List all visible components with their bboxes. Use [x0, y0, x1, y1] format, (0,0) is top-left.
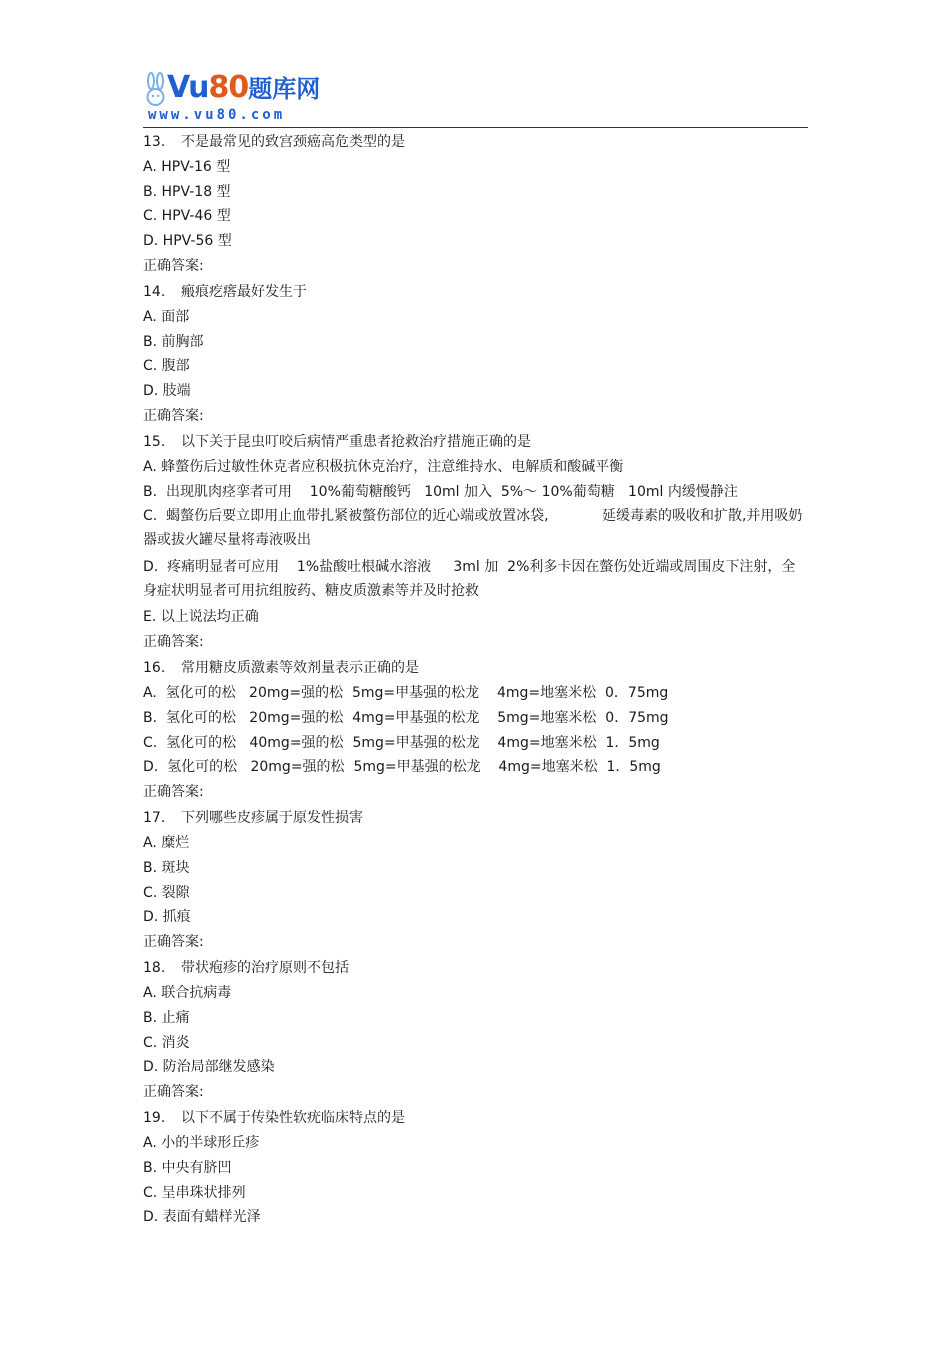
question-list [143, 130, 808, 1230]
option-a: A. 小的半球形丘疹 [143, 1134, 260, 1151]
question-17 [143, 806, 808, 956]
option-a: A. 面部 [143, 308, 190, 325]
question-stem: 14. 瘢痕疙瘩最好发生于 [143, 283, 307, 300]
option-d: D. HPV-56 型 [143, 233, 232, 250]
option-d: D. 肢端 [143, 383, 191, 400]
option-b: B. 斑块 [143, 859, 190, 876]
question-stem: 13. 不是最常见的致宫颈癌高危类型的是 [143, 134, 405, 150]
option-d: D. 抓痕 [143, 909, 191, 926]
question-19 [143, 1106, 808, 1230]
option-b: B. 出现肌肉痉挛者可用 10%葡萄糖酸钙 10ml 加入 5%～ 10%葡萄糖 10ml 内缓慢静注 [143, 483, 738, 500]
answer-label: 正确答案: [143, 1084, 204, 1101]
logo-url: www.vu80.com [148, 107, 286, 123]
question-18 [143, 956, 808, 1106]
question-stem: 18. 带状疱疹的治疗原则不包括 [143, 960, 349, 977]
option-c: C. 氢化可的松 40mg=强的松 5mg=甲基强的松龙 4mg=地塞米松 1．5mg [143, 734, 660, 751]
option-b: B. 止痛 [143, 1009, 190, 1026]
vu80-logo [143, 66, 343, 126]
option-b: B. HPV-18 型 [143, 183, 231, 200]
answer-label: 正确答案: [143, 407, 204, 424]
question-13 [143, 130, 808, 280]
option-b: B. 前胸部 [143, 333, 204, 350]
option-d: D. 疼痛明显者可应用 1%盐酸吐根碱水溶液 3ml 加 2%利多卡因在螫伤处近端或周围皮下注射，全身症状明显者可用抗组胺药、糖皮质激素等并及时抢救 [143, 559, 796, 600]
header-divider [143, 127, 808, 128]
answer-label: 正确答案: [143, 634, 204, 651]
option-d: D. 防治局部继发感染 [143, 1059, 275, 1076]
rabbit-mascot-icon [143, 72, 169, 108]
answer-label: 正确答案: [143, 257, 204, 274]
option-b: B. 氢化可的松 20mg=强的松 4mg=甲基强的松龙 5mg=地塞米松 0．75mg [143, 709, 669, 726]
option-b: B. 中央有脐凹 [143, 1159, 232, 1176]
question-stem: 17. 下列哪些皮疹属于原发性损害 [143, 810, 363, 827]
question-14 [143, 280, 808, 430]
logo-brand-text: Vu80题库网 [167, 70, 321, 105]
option-a: A. 联合抗病毒 [143, 984, 232, 1001]
option-c: C. 蝎螫伤后要立即用止血带扎紧被螫伤部位的近心端或放置冰袋, 延缓毒素的吸收和扩散,并用吸奶器或拔火罐尽量将毒液吸出 [143, 508, 803, 549]
option-a: A. 氢化可的松 20mg=强的松 5mg=甲基强的松龙 4mg=地塞米松 0．75mg [143, 684, 669, 701]
answer-label: 正确答案: [143, 784, 204, 801]
question-stem: 15. 以下关于昆虫叮咬后病情严重患者抢救治疗措施正确的是 [143, 433, 531, 450]
option-d: D. 氢化可的松 20mg=强的松 5mg=甲基强的松龙 4mg=地塞米松 1．5mg [143, 759, 661, 776]
option-d: D. 表面有蜡样光泽 [143, 1209, 261, 1226]
question-15 [143, 430, 808, 656]
option-c: C. 呈串珠状排列 [143, 1184, 246, 1201]
option-c: C. HPV-46 型 [143, 208, 231, 225]
answer-label: 正确答案: [143, 934, 204, 951]
option-c: C. 消炎 [143, 1034, 190, 1051]
question-stem: 19. 以下不属于传染性软疣临床特点的是 [143, 1110, 405, 1127]
option-a: A. 糜烂 [143, 834, 190, 851]
option-a: A. 蜂螫伤后过敏性休克者应积极抗休克治疗，注意维持水、电解质和酸碱平衡 [143, 458, 624, 475]
option-c: C. 腹部 [143, 358, 190, 375]
question-stem: 16. 常用糖皮质激素等效剂量表示正确的是 [143, 660, 419, 677]
option-a: A. HPV-16 型 [143, 158, 231, 175]
option-e: E. 以上说法均正确 [143, 609, 259, 626]
option-c: C. 裂隙 [143, 884, 190, 901]
page-header [143, 66, 808, 128]
question-16 [143, 656, 808, 806]
